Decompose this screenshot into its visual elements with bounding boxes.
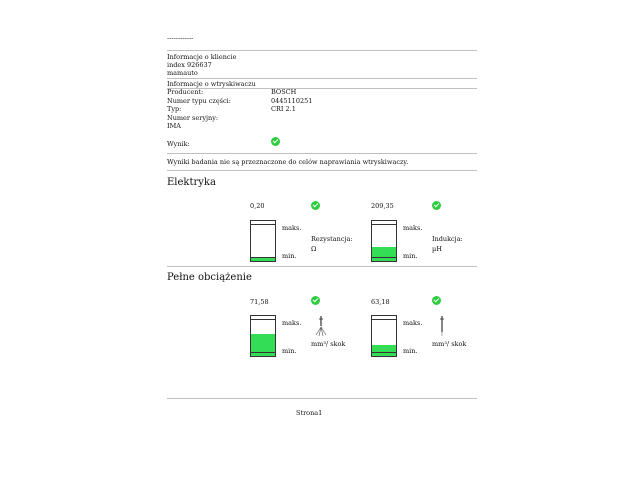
divider (167, 78, 477, 79)
resistance-value: 0,20 (250, 202, 265, 210)
page-number: Strona1 (296, 409, 323, 417)
full-load-value-1: 71,58 (250, 298, 269, 306)
divider (167, 50, 477, 51)
injector-section-title: Informacje o wtryskiwaczu (167, 80, 256, 88)
divider (167, 88, 477, 89)
full-load-min-label-1: min. (282, 347, 297, 355)
inductance-gauge-fill (372, 247, 396, 261)
check-circle-icon (271, 137, 280, 146)
divider (167, 266, 477, 267)
full-load-unit-2: mm³/ skok (432, 340, 467, 348)
full-load-gauge-2 (371, 315, 397, 357)
producer-value: BOSCH (271, 88, 297, 96)
full-load-max-label-2: maks. (403, 319, 423, 327)
type-label: Typ: (167, 105, 182, 113)
injector-nozzle-icon (314, 315, 328, 337)
inductance-max-label: maks. (403, 224, 423, 232)
check-circle-icon (432, 201, 441, 210)
electrical-section-title: Elektryka (167, 177, 216, 188)
resistance-max-label: maks. (282, 224, 302, 232)
full-load-min-label-2: min. (403, 347, 418, 355)
disclaimer-text: Wyniki badania nie są przeznaczone do celów naprawiania wtryskiwaczy. (167, 158, 409, 166)
divider (167, 398, 477, 399)
resistance-name: Rezystancja: (311, 235, 353, 243)
inductance-value: 209,35 (371, 202, 394, 210)
full-load-section-title: Pełne obciążenie (167, 272, 252, 283)
inductance-min-label: min. (403, 252, 418, 260)
inductance-name: Indukcja: (432, 235, 463, 243)
client-section-title: Informacje o kliencie (167, 53, 237, 61)
serial-value: IMA (167, 122, 181, 130)
part-number-value: 0445110251 (271, 97, 313, 105)
resistance-gauge (250, 220, 276, 262)
check-circle-icon (311, 296, 320, 305)
divider (167, 170, 477, 171)
injector-needle-icon (435, 315, 449, 337)
inductance-unit: µH (432, 245, 442, 253)
part-number-label: Numer typu części: (167, 97, 231, 105)
check-circle-icon (432, 296, 441, 305)
client-index: index 926637 (167, 61, 212, 69)
check-circle-icon (311, 201, 320, 210)
client-name: mamauto (167, 69, 198, 77)
type-value: CRI 2.1 (271, 105, 296, 113)
resistance-gauge-fill (251, 258, 275, 261)
full-load-gauge-2-fill (372, 345, 396, 356)
inductance-gauge (371, 220, 397, 262)
header-dashes: ------------ (167, 34, 194, 42)
full-load-unit-1: mm³/ skok (311, 340, 346, 348)
full-load-max-label-1: maks. (282, 319, 302, 327)
result-label: Wynik: (167, 140, 190, 148)
full-load-gauge-1 (250, 315, 276, 357)
producer-label: Producent: (167, 88, 204, 96)
full-load-value-2: 63,18 (371, 298, 390, 306)
resistance-unit: Ω (311, 245, 317, 253)
resistance-min-label: min. (282, 252, 297, 260)
serial-label: Numer seryjny: (167, 114, 219, 122)
divider (167, 153, 477, 154)
